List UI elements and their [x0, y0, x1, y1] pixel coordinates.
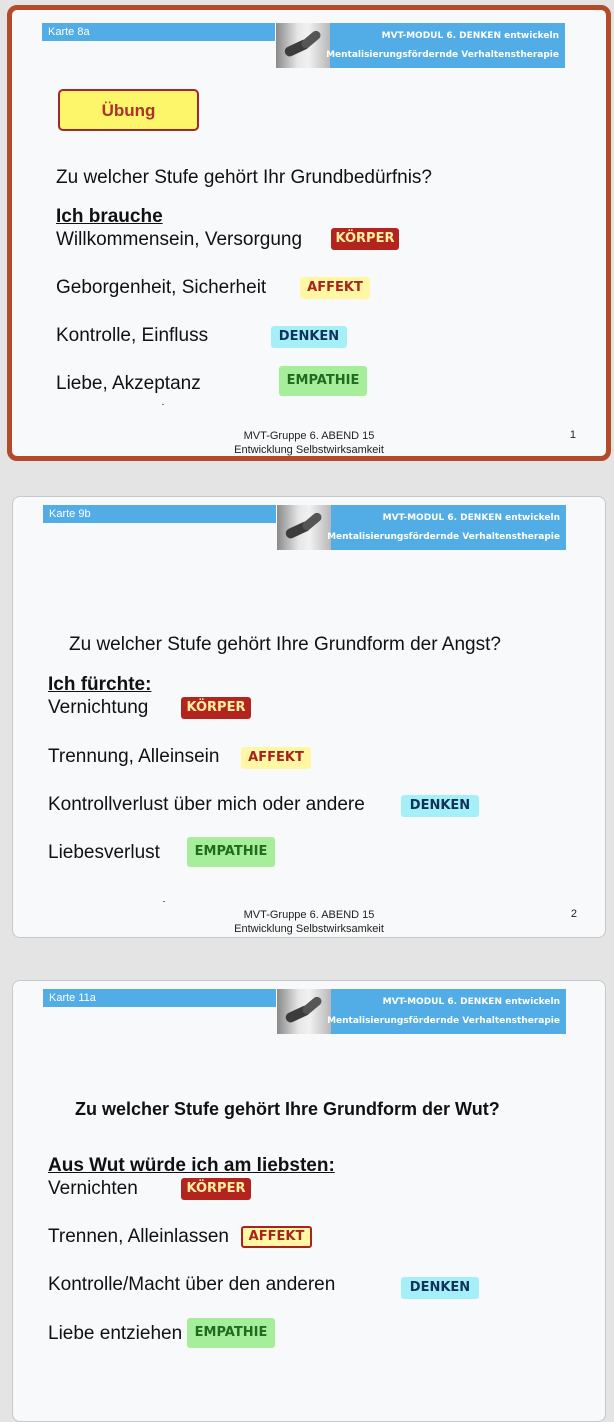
badge-koerper: KÖRPER: [181, 1178, 251, 1200]
badge-empathie: EMPATHIE: [279, 366, 367, 396]
fear-item: Trennung, Alleinsein: [48, 746, 220, 767]
need-item: Geborgenheit, Sicherheit: [56, 277, 267, 298]
fear-item: Kontrollverlust über mich oder andere: [48, 794, 365, 815]
module-subtitle: Mentalisierungsfördernde Verhaltenstherapie: [327, 1016, 560, 1026]
anger-item: Vernichten: [48, 1178, 138, 1199]
module-subtitle: Mentalisierungsfördernde Verhaltenstherapie: [327, 532, 560, 542]
hands-photo: [276, 23, 330, 68]
slide-thumbnail-2[interactable]: [12, 496, 606, 938]
karte-label: Karte 9b: [43, 505, 276, 523]
karte-label: Karte 8a: [42, 23, 275, 41]
footer-line-2: Entwicklung Selbstwirksamkeit: [234, 923, 384, 935]
badge-denken: DENKEN: [401, 795, 479, 817]
module-title: MVT-MODUL 6. DENKEN entwickeln: [381, 31, 559, 41]
lead-text: Ich fürchte:: [48, 674, 152, 695]
fear-item: Liebesverlust: [48, 842, 160, 863]
footer: [13, 908, 605, 936]
anger-item: Liebe entziehen: [48, 1323, 183, 1344]
slide-thumbnail-1[interactable]: [7, 5, 611, 461]
badge-affekt: AFFEKT: [241, 747, 311, 769]
badge-denken: DENKEN: [401, 1277, 479, 1299]
need-item: Liebe, Akzeptanz: [56, 373, 201, 394]
hands-photo: [277, 505, 331, 550]
badge-affekt: AFFEKT: [300, 277, 370, 299]
footer-line-2: Entwicklung Selbstwirksamkeit: [234, 444, 384, 456]
need-item: Kontrolle, Einfluss: [56, 325, 209, 346]
badge-koerper: KÖRPER: [181, 697, 251, 719]
module-banner: [327, 505, 566, 550]
need-item: Willkommensein, Versorgung: [56, 229, 303, 250]
hands-photo: [277, 989, 331, 1034]
module-title: MVT-MODUL 6. DENKEN entwickeln: [382, 997, 560, 1007]
question-text: Zu welcher Stufe gehört Ihre Grundform der Angst?: [69, 634, 501, 655]
question-text: Zu welcher Stufe gehört Ihr Grundbedürfnis?: [56, 167, 432, 188]
karte-label: Karte 11a: [43, 989, 276, 1007]
footer-line-1: MVT-Gruppe 6. ABEND 15: [243, 430, 375, 442]
footer-line-1: MVT-Gruppe 6. ABEND 15: [243, 909, 375, 921]
anger-item: Kontrolle/Macht über den anderen: [48, 1274, 336, 1295]
fear-item: Vernichtung: [48, 697, 149, 718]
badge-empathie: EMPATHIE: [187, 1318, 275, 1348]
footer: [12, 429, 606, 457]
module-subtitle: Mentalisierungsfördernde Verhaltenstherapie: [326, 50, 559, 60]
badge-empathie: EMPATHIE: [187, 837, 275, 867]
question-text: Zu welcher Stufe gehört Ihre Grundform der Wut?: [75, 1099, 500, 1119]
page-number: 2: [570, 908, 577, 920]
lead-text: Ich brauche: [56, 206, 163, 227]
module-banner: [327, 989, 566, 1034]
badge-affekt: AFFEKT: [241, 1226, 312, 1248]
exercise-label: Übung: [58, 89, 199, 131]
module-banner: [326, 23, 565, 68]
module-title: MVT-MODUL 6. DENKEN entwickeln: [382, 513, 560, 523]
badge-denken: DENKEN: [271, 326, 347, 348]
badge-koerper: KÖRPER: [331, 228, 399, 250]
lead-text: Aus Wut würde ich am liebsten:: [48, 1155, 335, 1176]
anger-item: Trennen, Alleinlassen: [48, 1226, 229, 1247]
page-number: 1: [569, 429, 576, 441]
slide-thumbnail-3[interactable]: [12, 980, 606, 1422]
